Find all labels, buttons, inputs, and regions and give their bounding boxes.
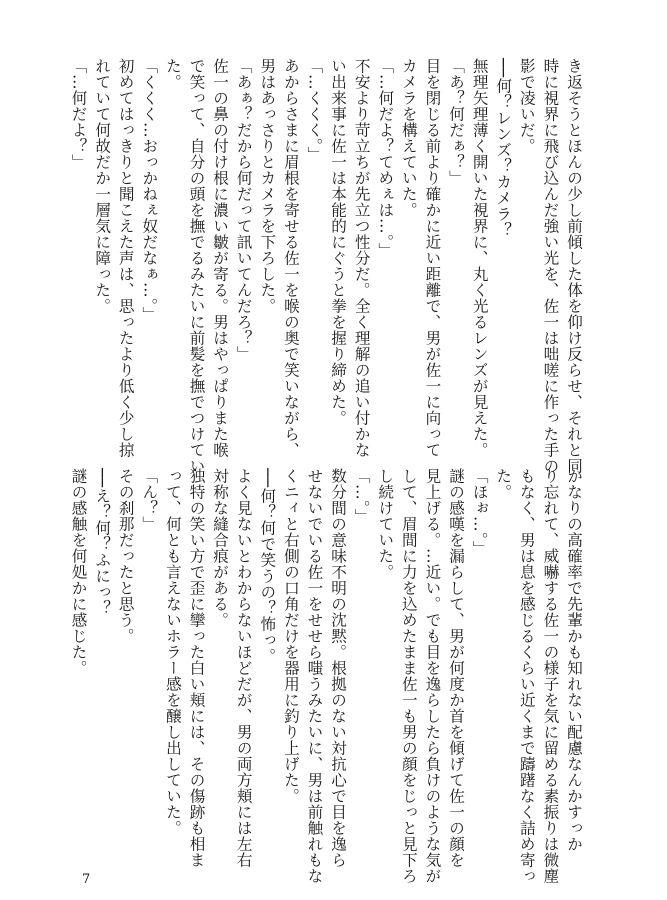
text-line: ──え？何？ふにっ？ bbox=[93, 468, 112, 616]
text-line: 謎の感嘆を漏らして、男が何度か首を傾げて佐一の顔を bbox=[447, 468, 466, 868]
text-line: 「あぁ？だから何だって訊いてんだろ？」 bbox=[234, 58, 253, 362]
text-column-bottom bbox=[69, 468, 585, 884]
text-line: 「…くくく。」 bbox=[305, 58, 324, 163]
text-line: ──何？レンズ？カメラ？ bbox=[494, 58, 513, 238]
text-line: もなく、男は息を感じるくらい近くまで躊躇なく詰め寄っ bbox=[517, 468, 536, 884]
text-line: れていて何故だか一層気に障った。 bbox=[93, 58, 112, 314]
text-line: き返そうとほんの少し前傾した体を仰け反らせ、それと同 bbox=[565, 58, 583, 474]
text-line: 初めてはっきりと聞こえた声は、思ったより低く少し掠 bbox=[116, 58, 135, 458]
text-line: って、何とも言えないホラー感を醸し出していた。 bbox=[163, 468, 182, 836]
text-line: 影で凌いだ。 bbox=[517, 58, 536, 154]
text-line: 不安より苛立ちが先立つ性分だ。全く理解の追い付かな bbox=[352, 58, 371, 458]
text-line: 見上げる。…近い。でも目を逸らしたら負けのような気が bbox=[423, 468, 442, 884]
text-line: せないでいる佐一をせせら嗤うみたいに、男は前触れもな bbox=[305, 468, 324, 884]
text-line: 時に視界に飛び込んだ強い光を、佐一は咄嗟に作った手の bbox=[541, 58, 560, 474]
text-line: た。 bbox=[163, 58, 182, 90]
text-line: その刹那だったと思う。 bbox=[116, 468, 135, 644]
text-line: 数分間の意味不明の沈黙。根拠のない対抗心で目を逸ら bbox=[329, 468, 348, 868]
text-line: 謎の感触を何処かに感じた。 bbox=[69, 468, 88, 676]
text-line: 佐一の鼻の付け根に濃い皺が寄る。男はやっぱりまた喉 bbox=[211, 58, 230, 458]
text-line: で笑って、自分の頭を撫でるみたいに前髪を撫でつけてい bbox=[187, 58, 206, 474]
text-line: 目を閉じる前より確かに近い距離で、男が佐一に向って bbox=[423, 58, 442, 458]
page-number: 7 bbox=[82, 872, 91, 887]
text-column-top bbox=[69, 58, 585, 474]
text-line: 「…。」 bbox=[352, 468, 371, 525]
text-line: 対称な縫合痕がある。 bbox=[211, 468, 230, 628]
text-line: 無理矢理薄く開いた視界に、丸く光るレンズが見えた。 bbox=[470, 58, 489, 458]
text-line: して、眉間に力を込めたまま佐一も男の顔をじっと見下ろ bbox=[399, 468, 418, 884]
text-line: 「ほぉ…。」 bbox=[470, 468, 489, 557]
text-line: い出来事に佐一は本能的にぐうと拳を握り締めた。 bbox=[329, 58, 348, 426]
text-line: 「くくく…おっかねぇ奴だなぁ…。」 bbox=[140, 58, 159, 323]
text-line: 「…何だよ？てめぇは…。」 bbox=[376, 58, 395, 259]
text-line: 「ん？」 bbox=[140, 468, 159, 532]
text-line: ──何？何で笑うの？怖っ。 bbox=[258, 468, 277, 664]
text-line: くニィと右側の口角だけを器用に釣り上げた。 bbox=[281, 468, 300, 804]
text-line: た。 bbox=[494, 468, 513, 500]
text-line: あからさまに眉根を寄せる佐一を喉の奥で笑いながら、 bbox=[281, 58, 300, 458]
text-line: 男はあっさりとカメラを下ろした。 bbox=[258, 58, 277, 314]
text-line: かなりの高確率で先輩かも知れない配慮なんかすっか bbox=[565, 468, 583, 852]
text-line: 独特の笑い方で歪に攣った白い頬には、その傷跡も相ま bbox=[187, 468, 206, 868]
text-line: 「…何だよ？」 bbox=[69, 58, 88, 170]
text-line: り忘れて、威嚇する佐一の様子を気に留める素振りは微塵 bbox=[541, 468, 560, 884]
text-line: し続けていた。 bbox=[376, 468, 395, 580]
text-line: 「あ？何だぁ？」 bbox=[447, 58, 466, 186]
text-line: よく見ないとわからないほどだが、男の両方頬には左右 bbox=[234, 468, 253, 868]
text-line: カメラを構えていた。 bbox=[399, 58, 418, 218]
